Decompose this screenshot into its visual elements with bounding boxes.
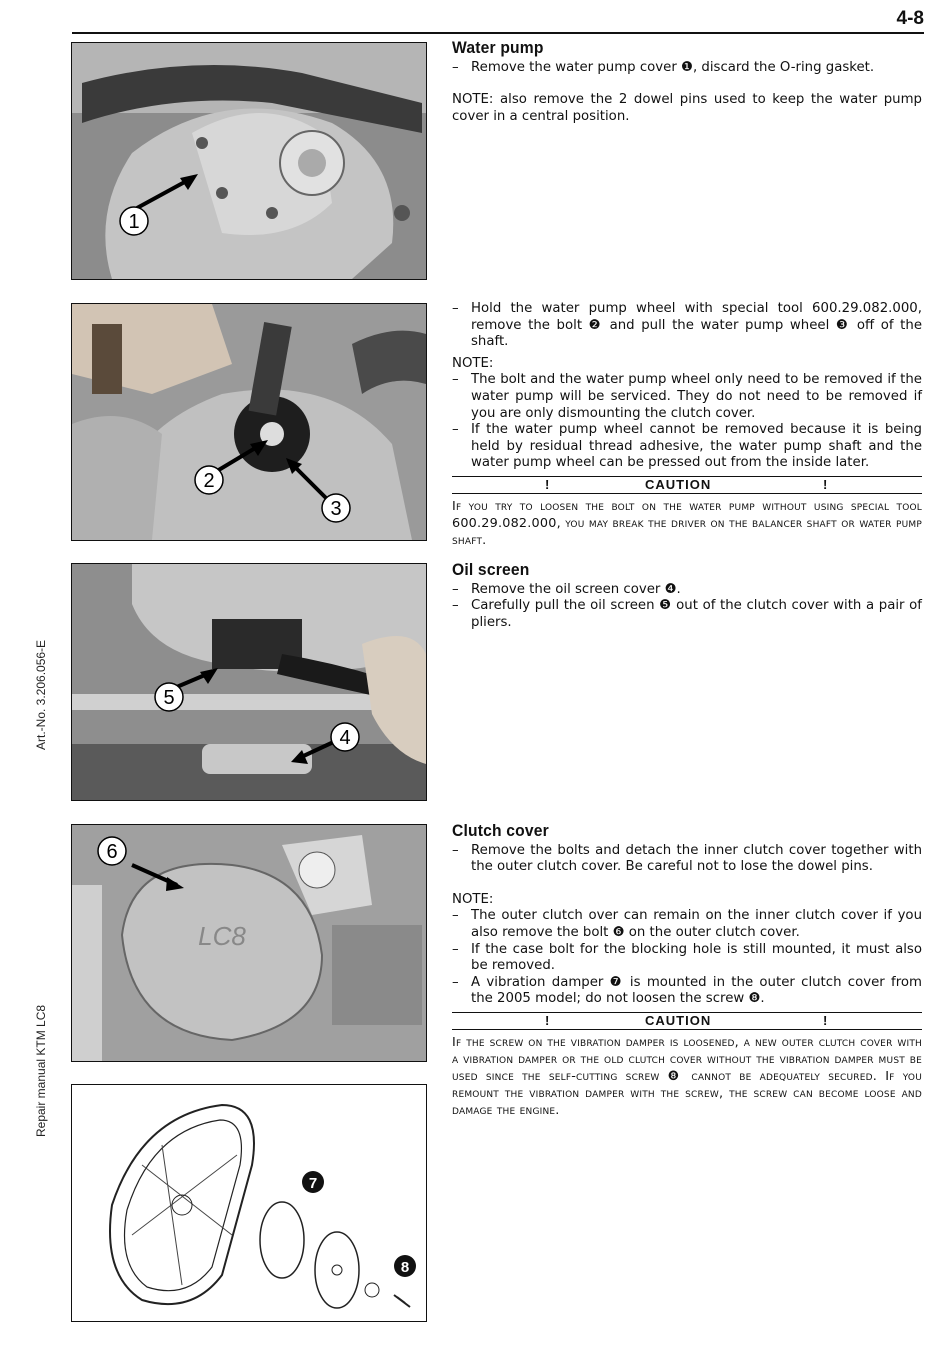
article-number: Art.-No. 3.206.056-E xyxy=(34,639,48,750)
callout-7: 7 xyxy=(308,1175,318,1192)
caution-label: CAUTION xyxy=(645,476,712,492)
callout-1: 1 xyxy=(128,211,140,233)
photo-clutch-cover xyxy=(71,824,427,1062)
svg-text:LC8: LC8 xyxy=(198,921,246,951)
caution-mark-right: ! xyxy=(823,1012,828,1028)
caution-label: CAUTION xyxy=(645,1012,712,1028)
caution-mark-right: ! xyxy=(823,476,828,492)
clutch-cover-note-bullet-3: – A vibration damper ❼ is mounted in the outer clutch cover from the 2005 model; do not loosen the screw ❽. xyxy=(452,975,922,1008)
section-oil-screen xyxy=(452,562,922,631)
caution-bar-water-pump xyxy=(452,476,922,494)
section-water-pump-wheel xyxy=(452,301,922,562)
page-number: 4-8 xyxy=(896,8,924,29)
heading-water-pump: Water pump xyxy=(452,38,544,57)
clutch-cover-step-1: – Remove the bolts and detach the inner clutch cover together with the outer clutch cover. Be careful not to lose the dowel pins. xyxy=(452,843,922,876)
water-pump-note-bullet-1: – The bolt and the water pump wheel only need to be removed if the water pump will be serviced. They do not need to be removed if you are only dismounting the clutch cover. xyxy=(452,372,922,422)
heading-oil-screen: Oil screen xyxy=(452,560,530,579)
caution-bar-clutch-cover xyxy=(452,1012,922,1030)
water-pump-step-2: – Hold the water pump wheel with special tool 600.29.082.000, remove the bolt ❷ and pull the water pump wheel ❸ off of the shaft. xyxy=(452,301,922,351)
oil-screen-step-1: – Remove the oil screen cover ❹. xyxy=(452,582,922,599)
water-pump-note-1: NOTE: also remove the 2 dowel pins used to keep the water pump cover in a central position. xyxy=(452,92,922,124)
callout-6: 6 xyxy=(106,841,118,863)
drawing-vibration-damper xyxy=(71,1084,427,1322)
callout-4: 4 xyxy=(339,727,351,749)
section-water-pump xyxy=(452,40,922,125)
callout-2: 2 xyxy=(203,470,215,492)
caution-text-clutch-cover: If the screw on the vibration damper is loosened, a new outer clutch cover with a vibration damper or the old clutch cover without the vibration damper must be used since the self-cutting screw ❽ cannot be adequately secured. If you remount the vibration damper with the screw, the screw can become loose and damage the engine. xyxy=(452,1034,922,1118)
clutch-cover-note-label: NOTE: xyxy=(452,891,494,907)
section-clutch-cover xyxy=(452,823,922,1132)
caution-text-water-pump: If you try to loosen the bolt on the water pump without using special tool 600.29.082.000, you may break the driver on the balancer shaft or water pump shaft. xyxy=(452,498,922,548)
water-pump-note-label: NOTE: xyxy=(452,355,494,371)
manual-title: Repair manual KTM LC8 xyxy=(34,1004,48,1137)
callout-3: 3 xyxy=(330,498,342,520)
caution-mark-left: ! xyxy=(545,476,550,492)
heading-clutch-cover: Clutch cover xyxy=(452,821,549,840)
clutch-cover-note-bullet-2: – If the case bolt for the blocking hole is still mounted, it must also be removed. xyxy=(452,942,922,975)
photo-oil-screen xyxy=(71,563,427,801)
callout-5: 5 xyxy=(163,687,175,709)
clutch-cover-note-bullet-1: – The outer clutch over can remain on the inner clutch cover if you also remove the bolt ❻ on the outer clutch cover. xyxy=(452,908,922,941)
water-pump-step-1: – Remove the water pump cover ❶, discard the O-ring gasket. xyxy=(452,60,922,77)
oil-screen-step-2: – Carefully pull the oil screen ❺ out of the clutch cover with a pair of pliers. xyxy=(452,598,922,631)
water-pump-note-bullet-2: – If the water pump wheel cannot be removed because it is being held by residual thread adhesive, the water pump shaft and the water pump wheel can be pressed out from the inside later. xyxy=(452,422,922,472)
callout-8: 8 xyxy=(400,1259,410,1276)
caution-mark-left: ! xyxy=(545,1012,550,1028)
photo-water-pump-wheel xyxy=(71,303,427,541)
photo-water-pump-cover xyxy=(71,42,427,280)
top-rule xyxy=(72,32,924,34)
